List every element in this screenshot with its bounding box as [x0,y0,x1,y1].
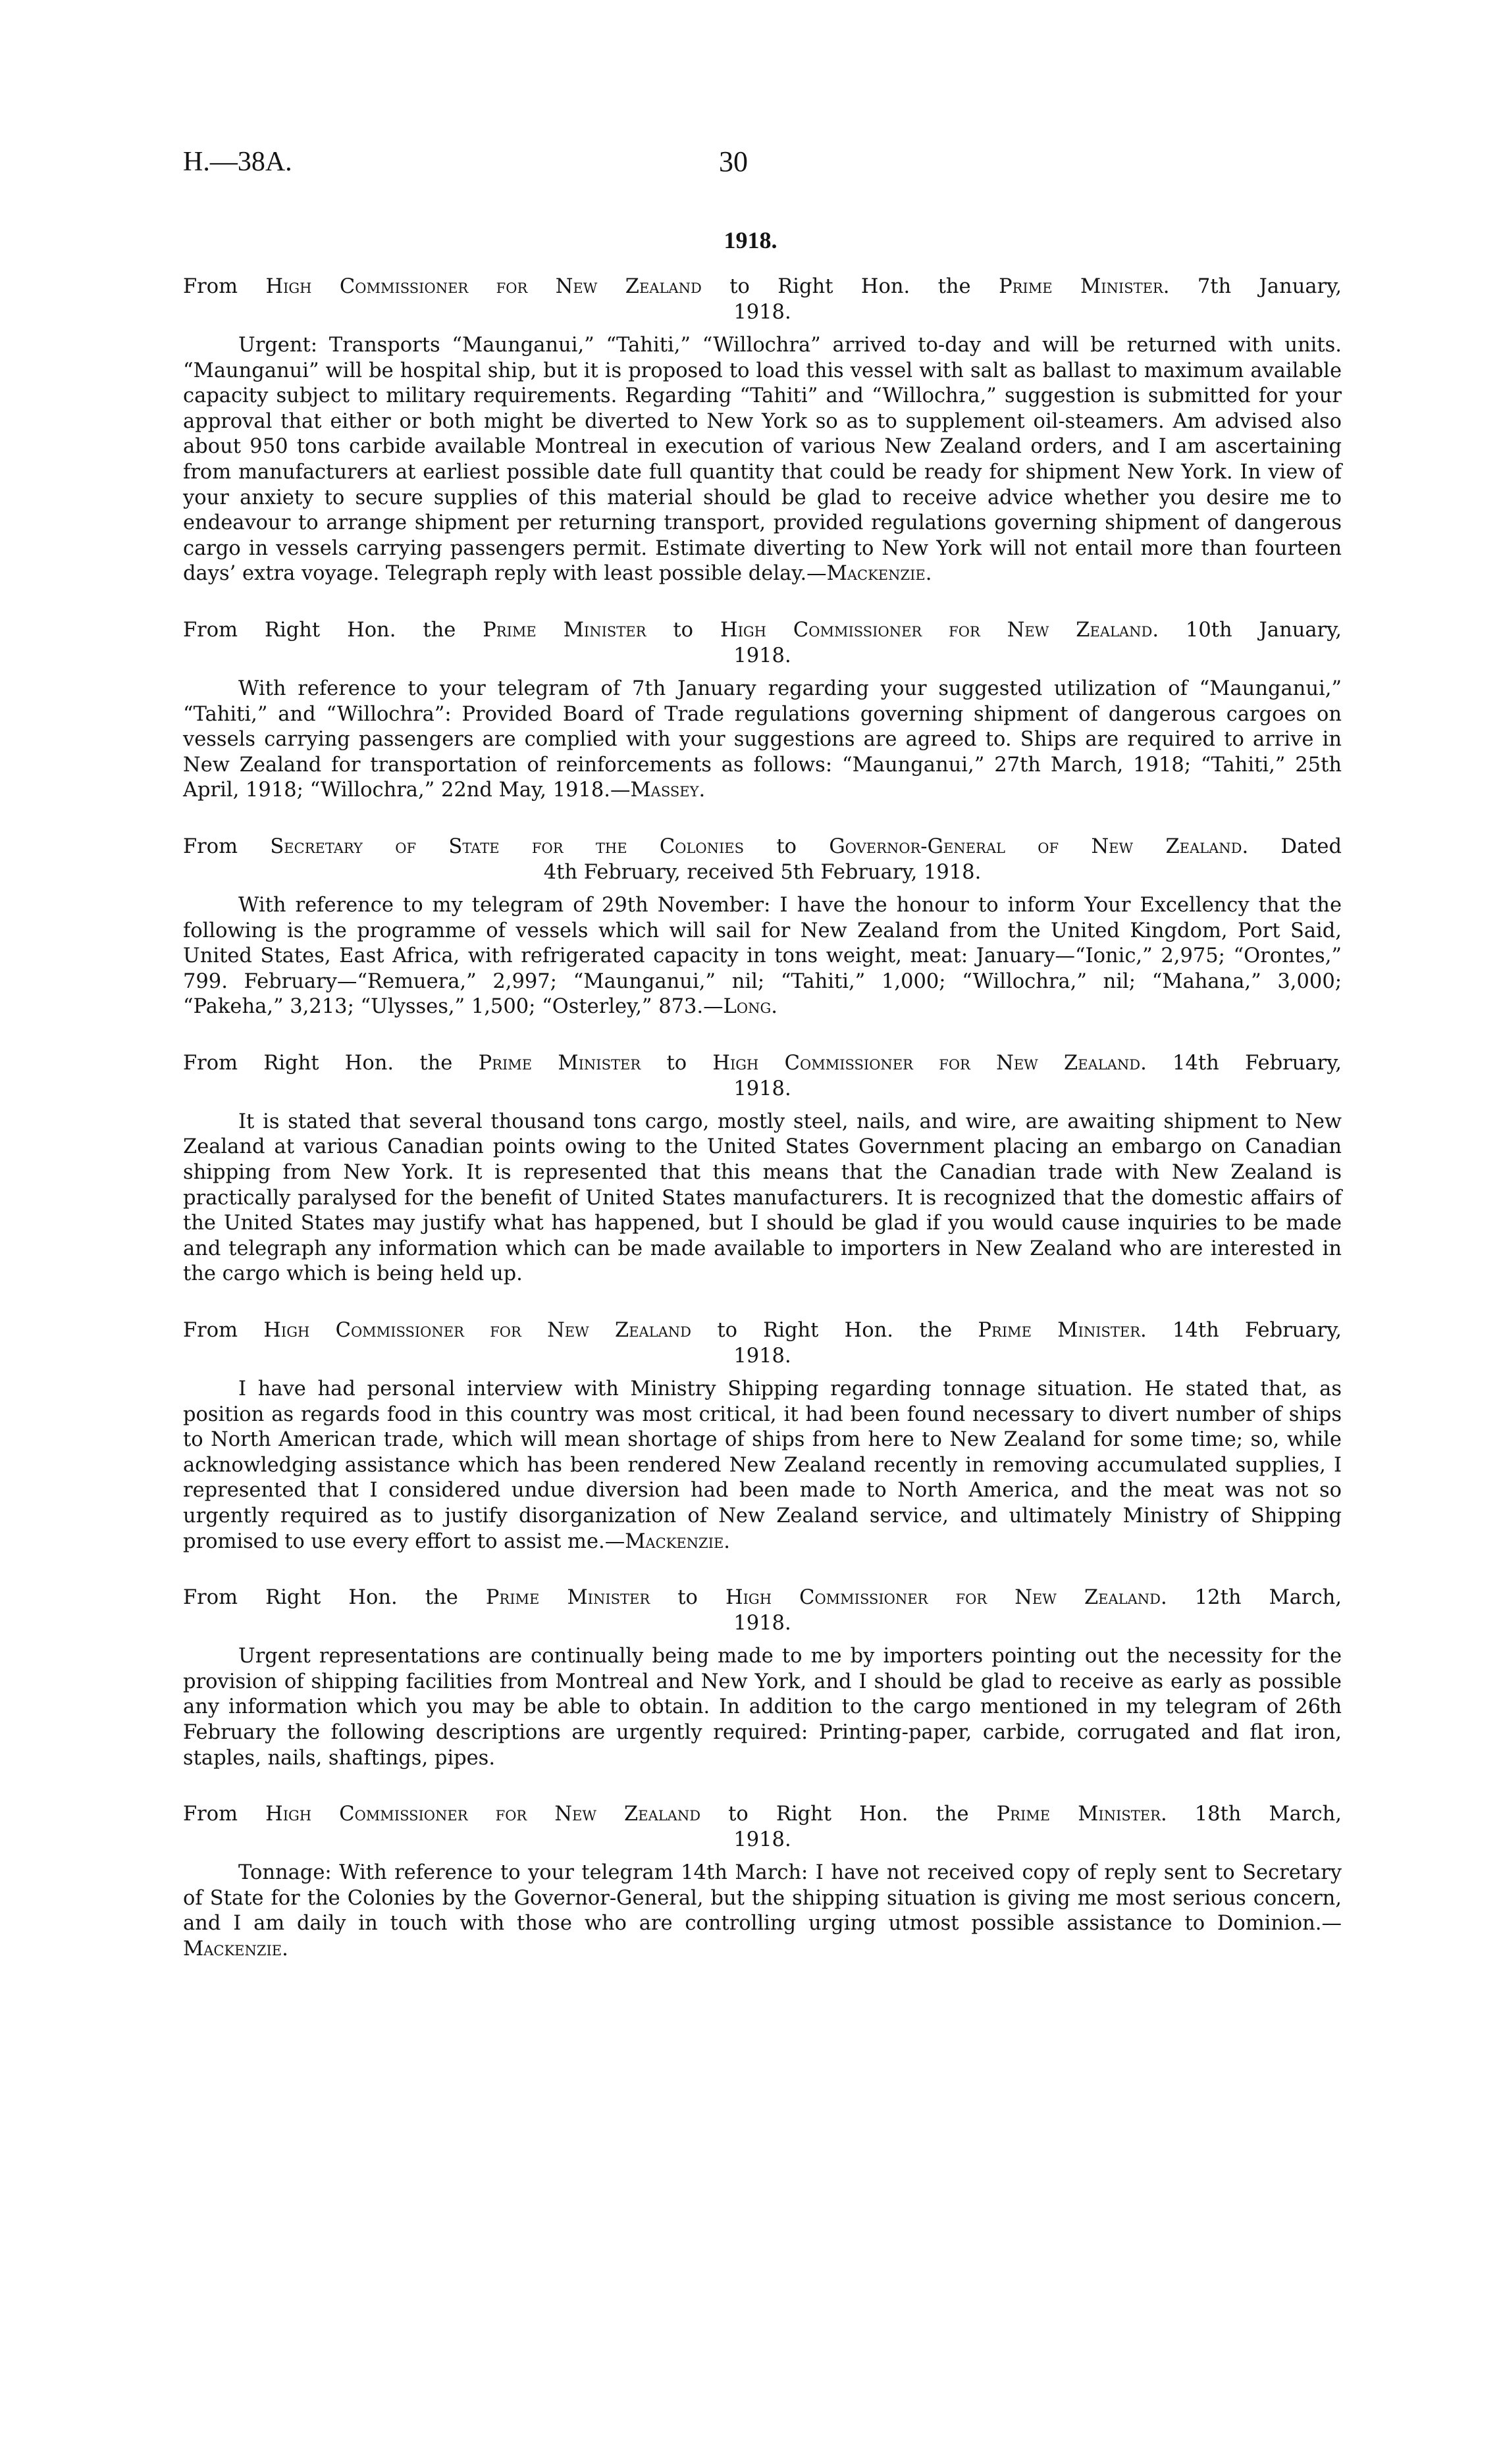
telegram-header: From Right Hon. the Prime Minister to High Commissioner for New Zealand. 14th February, [183,1051,1342,1075]
year-heading: 1918. [724,227,777,253]
telegram-header-date: 1918. [733,1345,791,1368]
telegram-body-text: With reference to your telegram of 7th January regarding your suggested utilization of “Maunganui,” “Tahiti,” and “Willochra”: Provided Board of Trade regulations governing shipment of dangerous cargoes on vessels carrying passengers are complied with your suggestions are agreed to. Ships are required to arrive in New Zealand for transportation of reinforcements as follows: “Maunganui,” 27th March, 1918; “Tahiti,” 25th April, 1918; “Willochra,” 22nd May, 1918.— [183,677,1342,802]
telegram-body-text: Urgent representations are continually being made to me by importers pointing out the necessity for the provision of shipping facilities from Montreal and New York, and I should be glad to receive as early as possible any information which you may be able to obtain. In addition to the cargo mentioned in my telegram of 26th February the following descriptions are urgently required: Printing-paper, carbide, corrugated and flat iron, staples, nails, shaftings, pipes. [183,1645,1342,1770]
telegram-body [183,1377,1342,1554]
telegram-signature: Mackenzie. [183,1937,288,1961]
telegram-body-text: With reference to my telegram of 29th November: I have the honour to inform Your Excellency that the following is the programme of vessels which will sail for New Zealand from the United Kingdom, Port Said, United States, East Africa, with refrigerated capacity in tons weight, meat: January—“Ionic,” 2,975; “Orontes,” 799. February—“Remuera,” 2,997; “Maunganui,” nil; “Tahiti,” 1,000; “Willochra,” nil; “Mahana,” 3,000; “Pakeha,” 3,213; “Ulysses,” 1,500; “Osterley,” 873.— [183,893,1342,1019]
telegram-body [183,1861,1342,1962]
telegram-header-date: 1918. [733,644,791,667]
telegram-signature: Massey. [630,779,706,802]
telegram-body [183,677,1342,804]
telegram-body-text: Urgent: Transports “Maunganui,” “Tahiti,” “Willochra” arrived to-day and will be returned with units. “Maunganui” will be hospital ship, but it is proposed to load this vessel with salt as ballast to maximum available capacity subject to military requirements. Regarding “Tahiti” and “Willochra,” suggestion is submitted for your approval that either or both might be diverted to New York so as to supplement oil-steamers. Am advised also about 950 tons carbide available Montreal in execution of various New Zealand orders, and I am ascertaining from manufacturers at earliest possible date full quantity that could be ready for shipment New York. In view of your anxiety to secure supplies of this material should be glad to receive advice whether you desire me to endeavour to arrange shipment per returning transport, provided regulations governing shipment of dangerous cargo in vessels carrying passengers permit. Estimate diverting to New York will not entail more than fourteen days’ extra voyage. Telegraph reply with least possible delay.— [183,334,1342,586]
telegram-header: From High Commissioner for New Zealand to Right Hon. the Prime Minister. 14th February, [183,1319,1342,1343]
telegram-header: From High Commissioner for New Zealand to Right Hon. the Prime Minister. 18th March, [183,1803,1342,1826]
telegram-4 [183,1050,1342,1287]
telegram-body [183,333,1342,587]
telegram-body-text: It is stated that several thousand tons cargo, mostly steel, nails, and wire, are awaiting shipment to New Zealand at various Canadian points owing to the United States Government placing an embargo on Canadian shipping from New York. It is represented that this means that the Canadian trade with New Zealand is practically paralysed for the benefit of United States manufacturers. It is recognized that the domestic affairs of the United States may justify what has happened, but I should be glad if you would cause inquiries to be made and telegraph any information which can be made available to importers in New Zealand who are interested in the cargo which is being held up. [183,1110,1342,1286]
telegram-body-text: I have had personal interview with Ministry Shipping regarding tonnage situation. He stated that, as position as regards food in this country was most critical, it had been found necessary to divert number of ships to North American trade, which will mean shortage of ships from here to New Zealand for some time; so, while acknowledging assistance which has been rendered New Zealand recently in removing accumulated supplies, I represented that I considered undue diversion had been made to North America, and the meat was not so urgently required as to justify disorganization of New Zealand service, and ultimately Ministry of Shipping promised to use every effort to assist me.— [183,1377,1342,1553]
telegram-5 [183,1318,1342,1554]
telegram-body [183,1644,1342,1771]
telegram-header: From Secretary of State for the Colonies to Governor-General of New Zealand. Dated [183,834,1342,858]
telegram-header-date: 1918. [733,1612,791,1635]
telegram-3 [183,834,1342,1020]
telegram-2 [183,617,1342,804]
telegram-body-text: Tonnage: With reference to your telegram 14th March: I have not received copy of reply sent to Secretary of State for the Colonies by the Governor-General, but the shipping situation is giving me most serious concern, and I am daily in touch with those who are controlling urging utmost possible assistance to Dominion.— [183,1861,1342,1936]
telegram-1 [183,274,1342,587]
page-number: 30 [719,145,748,178]
telegram-signature: Mackenzie. [625,1529,730,1553]
telegram-7 [183,1801,1342,1962]
telegram-header-date: 1918. [733,1828,791,1852]
telegram-column [183,274,1342,1993]
document-reference: H.—38A. [183,147,292,177]
telegram-header-date: 1918. [733,1077,791,1100]
telegram-header: From High Commissioner for New Zealand to Right Hon. the Prime Minister. 7th January, [183,275,1342,298]
telegram-header-date: 1918. [733,301,791,324]
telegram-header-date: 4th February, received 5th February, 1918. [543,860,982,884]
telegram-header: From Right Hon. the Prime Minister to High Commissioner for New Zealand. 12th March, [183,1586,1342,1610]
telegram-body [183,893,1342,1020]
telegram-signature: Long. [723,995,777,1019]
telegram-header: From Right Hon. the Prime Minister to High Commissioner for New Zealand. 10th January, [183,618,1342,642]
telegram-signature: Mackenzie. [826,562,932,586]
telegram-6 [183,1585,1342,1771]
telegram-body [183,1110,1342,1287]
